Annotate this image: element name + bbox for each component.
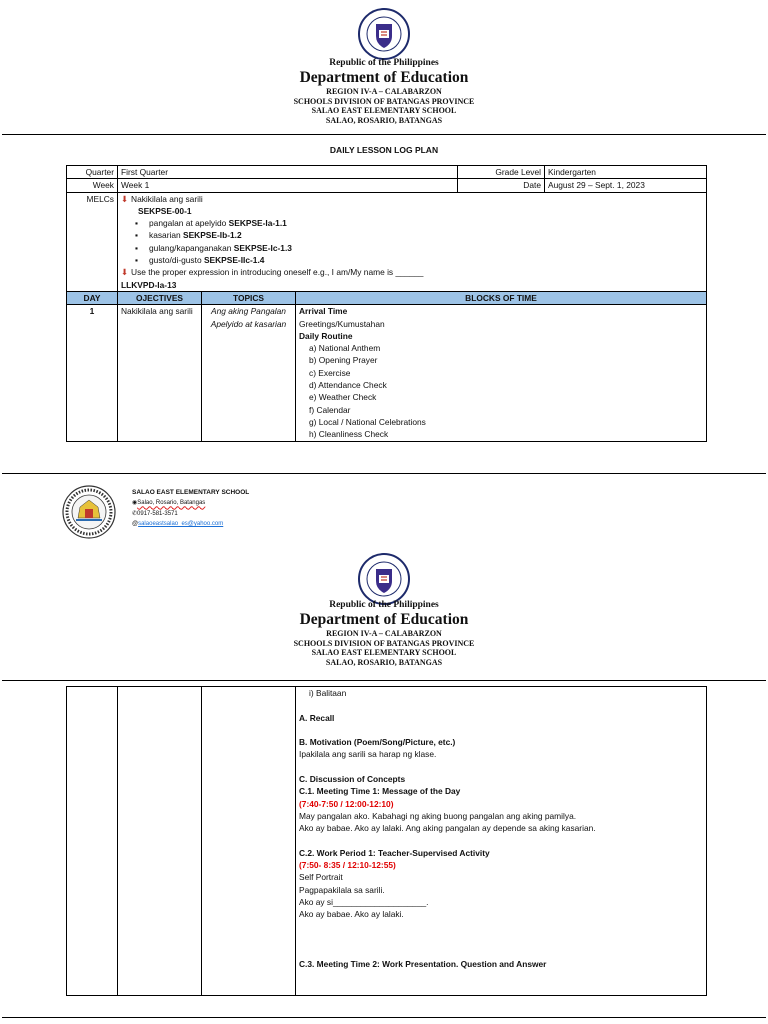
header-block	[0, 58, 768, 125]
lesson-log-table	[66, 165, 707, 442]
page-2-footer-divider	[2, 1017, 766, 1018]
arrow-bullet-icon: ⬇	[121, 193, 129, 204]
grade-label: Grade Level	[458, 166, 545, 179]
address-line: SALAO, ROSARIO, BATANGAS	[325, 115, 443, 125]
recall-heading: A. Recall	[299, 712, 335, 723]
melc-list	[121, 217, 703, 266]
deped-seal	[358, 8, 410, 60]
routine-title: Daily Routine	[299, 330, 353, 341]
arrow-bullet-icon: ⬇	[121, 267, 129, 278]
melc-1-code: SEKPSE-00-1	[138, 205, 192, 216]
routine-list	[299, 342, 703, 440]
routine-item: g) Local / National Celebrations	[309, 416, 426, 427]
c2-time: (7:50- 8:35 / 12:10-12:55)	[299, 860, 396, 871]
routine-item: e) Weather Check	[309, 392, 377, 403]
school-logo-icon	[62, 485, 116, 539]
melc-item: ▪ kasarian SEKPSE-Ib-1.2	[149, 229, 703, 241]
melcs-content	[118, 192, 707, 291]
doc-title: DAILY LESSON LOG PLAN	[329, 145, 439, 155]
date-value: August 29 – Sept. 1, 2023	[545, 179, 707, 192]
footer-info	[132, 488, 249, 529]
date-label: Date	[458, 179, 545, 192]
blocks-cell	[296, 687, 707, 996]
c2-heading: C.2. Work Period 1: Teacher-Supervised Activity	[299, 847, 490, 858]
division-line: SCHOOLS DIVISION OF BATANGAS PROVINCE	[293, 638, 475, 648]
quarter-label: Quarter	[67, 166, 118, 179]
region-line: REGION IV-A – CALABARZON	[326, 629, 442, 638]
routine-item: b) Opening Prayer	[309, 355, 378, 366]
week-value: Week 1	[118, 179, 458, 192]
discussion-heading: C. Discussion of Concepts	[299, 774, 406, 785]
week-label: Week	[67, 179, 118, 192]
blocks-cell	[296, 305, 707, 441]
arrival-text: Greetings/Kumustahan	[299, 318, 385, 329]
objective-cell: Nakikilala ang sarili	[118, 305, 202, 441]
region-line: REGION IV-A – CALABARZON	[326, 87, 442, 96]
day-cell	[67, 687, 118, 996]
address-line: SALAO, ROSARIO, BATANGAS	[325, 657, 443, 667]
page-1-footer-divider	[2, 473, 766, 474]
topic-cell: Ang aking Pangalan Apelyido at kasarian	[202, 305, 296, 441]
footer-email[interactable]: salaoeastsalao_es@yahoo.com	[138, 520, 224, 527]
c1-line: May pangalan ako. Kabahagi ng aking buong pangalan ang aking pamilya.	[299, 810, 577, 821]
arrival-title: Arrival Time	[299, 306, 348, 317]
email-icon: @	[132, 520, 139, 527]
melc-item: ▪ gulang/kapanganakan SEKPSE-Ic-1.3	[149, 242, 703, 254]
col-day: DAY	[67, 291, 118, 304]
school-footer	[62, 485, 362, 545]
phone-icon: ✆	[132, 510, 138, 517]
col-topics: TOPICS	[202, 291, 296, 304]
deped-seal	[358, 553, 410, 605]
routine-item: h) Cleanliness Check	[309, 429, 389, 440]
quarter-value: First Quarter	[118, 166, 458, 179]
c2-line: Pagpapakilala sa sarili.	[299, 884, 385, 895]
department-title: Department of Education	[299, 69, 469, 86]
department-title: Department of Education	[299, 611, 469, 628]
footer-phone: 0917-581-3571	[137, 510, 178, 517]
melcs-label: MELCs	[67, 192, 118, 291]
objective-cell	[118, 687, 202, 996]
republic-line: Republic of the Philippines	[329, 58, 439, 68]
school-line: SALAO EAST ELEMENTARY SCHOOL	[311, 106, 457, 115]
c2-line: Ako ay si____________________.	[299, 897, 429, 908]
c2-line: Self Portrait	[299, 872, 343, 883]
melc-1: Nakikilala ang sarili	[131, 193, 203, 204]
routine-item: c) Exercise	[309, 367, 351, 378]
c1-line: Ako ay babae. Ako ay lalaki. Ang aking pangalan ay depende sa aking kasarian.	[299, 823, 596, 834]
footer-address: Salao, Rosario, Batangas	[137, 500, 206, 507]
melc-item: ▪ pangalan at apelyido SEKPSE-Ia-1.1	[149, 217, 703, 229]
c1-heading: C.1. Meeting Time 1: Message of the Day	[299, 786, 461, 797]
division-line: SCHOOLS DIVISION OF BATANGAS PROVINCE	[293, 96, 475, 106]
republic-line: Republic of the Philippines	[329, 600, 439, 610]
melc-item: ▪ gusto/di-gusto SEKPSE-IIc-1.4	[149, 254, 703, 266]
motivation-text: Ipakilala ang sarili sa harap ng klase.	[299, 749, 437, 760]
header-divider	[2, 134, 766, 135]
c3-heading: C.3. Meeting Time 2: Work Presentation. Question and Answer	[299, 958, 547, 969]
header-block	[0, 600, 768, 667]
topic-cell	[202, 687, 296, 996]
routine-item: a) National Anthem	[309, 343, 381, 354]
c1-time: (7:40-7:50 / 12:00-12:10)	[299, 798, 394, 809]
melc-2-code: LLKVPD-Ia-13	[121, 279, 177, 290]
school-line: SALAO EAST ELEMENTARY SCHOOL	[311, 648, 457, 657]
melc-2: Use the proper expression in introducing oneself e.g., I am/My name is ______	[131, 267, 424, 278]
motivation-heading: B. Motivation (Poem/Song/Picture, etc.)	[299, 737, 456, 748]
routine-item: i) Balitaan	[309, 688, 347, 698]
c2-line: Ako ay babae. Ako ay lalaki.	[299, 909, 404, 920]
col-blocks: BLOCKS OF TIME	[296, 291, 707, 304]
day-number: 1	[67, 305, 118, 441]
routine-item: d) Attendance Check	[309, 380, 387, 391]
location-pin-icon: ◉	[132, 500, 138, 507]
footer-school-name: SALAO EAST ELEMENTARY SCHOOL	[132, 489, 250, 496]
col-objectives: OJECTIVES	[118, 291, 202, 304]
grade-value: Kindergarten	[545, 166, 707, 179]
lesson-log-table-continued	[66, 686, 707, 996]
header-divider	[2, 680, 766, 681]
routine-item: f) Calendar	[309, 404, 351, 415]
